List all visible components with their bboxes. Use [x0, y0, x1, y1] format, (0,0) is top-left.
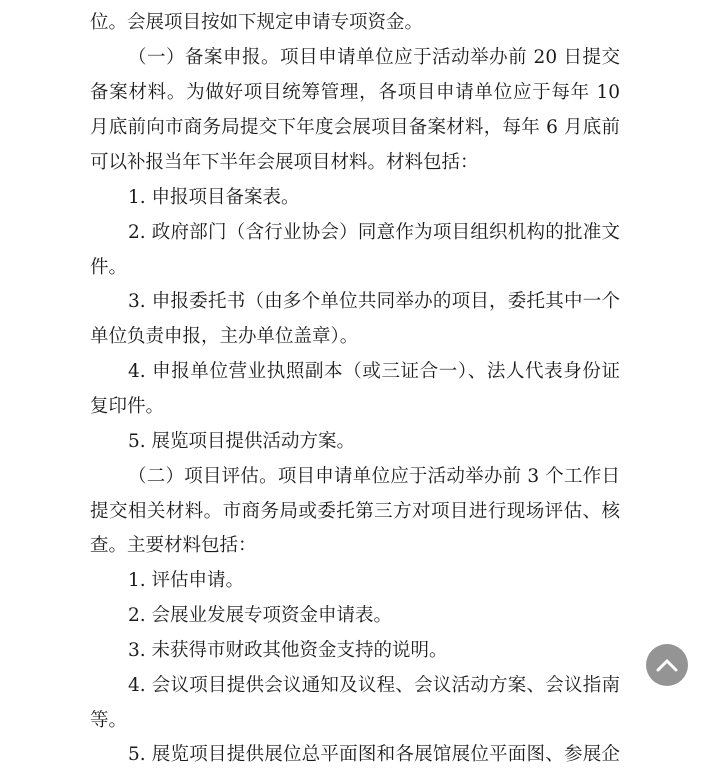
text-line: （一）备案申报。项目申请单位应于活动举办前 20 日提交	[128, 47, 620, 68]
chevron-up-icon	[655, 657, 679, 673]
list-item: 5. 展览项目提供展位总平面图和各展馆展位平面图、参展企	[128, 744, 620, 765]
text-line: 位。会展项目按如下规定申请专项资金。	[90, 12, 424, 33]
text-line: 查。主要材料包括：	[90, 535, 257, 556]
text-line: 复印件。	[90, 396, 165, 417]
text-line: 单位负责申报，主办单位盖章）。	[90, 326, 359, 347]
list-item: 1. 申报项目备案表。	[128, 187, 300, 208]
list-item: 3. 申报委托书（由多个单位共同举办的项目，委托其中一个	[128, 291, 620, 312]
text-line: 备案材料。为做好项目统筹管理，各项目申请单位应于每年 10	[90, 82, 620, 103]
list-item: 5. 展览项目提供活动方案。	[128, 431, 356, 452]
list-item: 1. 评估申请。	[128, 570, 245, 591]
list-item: 2. 会展业发展专项资金申请表。	[128, 605, 393, 626]
list-item: 4. 申报单位营业执照副本（或三证合一）、法人代表身份证	[128, 361, 620, 382]
text-line: 可以补报当年下半年会展项目材料。材料包括：	[90, 152, 479, 173]
text-line: 提交相关材料。市商务局或委托第三方对项目进行现场评估、核	[90, 501, 620, 522]
text-line: 件。	[90, 257, 128, 278]
list-item: 3. 未获得市财政其他资金支持的说明。	[128, 640, 448, 661]
text-line: （二）项目评估。项目申请单位应于活动举办前 3 个工作日	[128, 466, 620, 487]
list-item: 2. 政府部门（含行业协会）同意作为项目组织机构的批准文	[128, 222, 620, 243]
list-item: 4. 会议项目提供会议通知及议程、会议活动方案、会议指南	[128, 675, 620, 696]
text-line: 月底前向市商务局提交下年度会展项目备案材料，每年 6 月底前	[90, 117, 620, 138]
scroll-to-top-button[interactable]	[646, 644, 688, 686]
text-line: 等。	[90, 710, 128, 731]
